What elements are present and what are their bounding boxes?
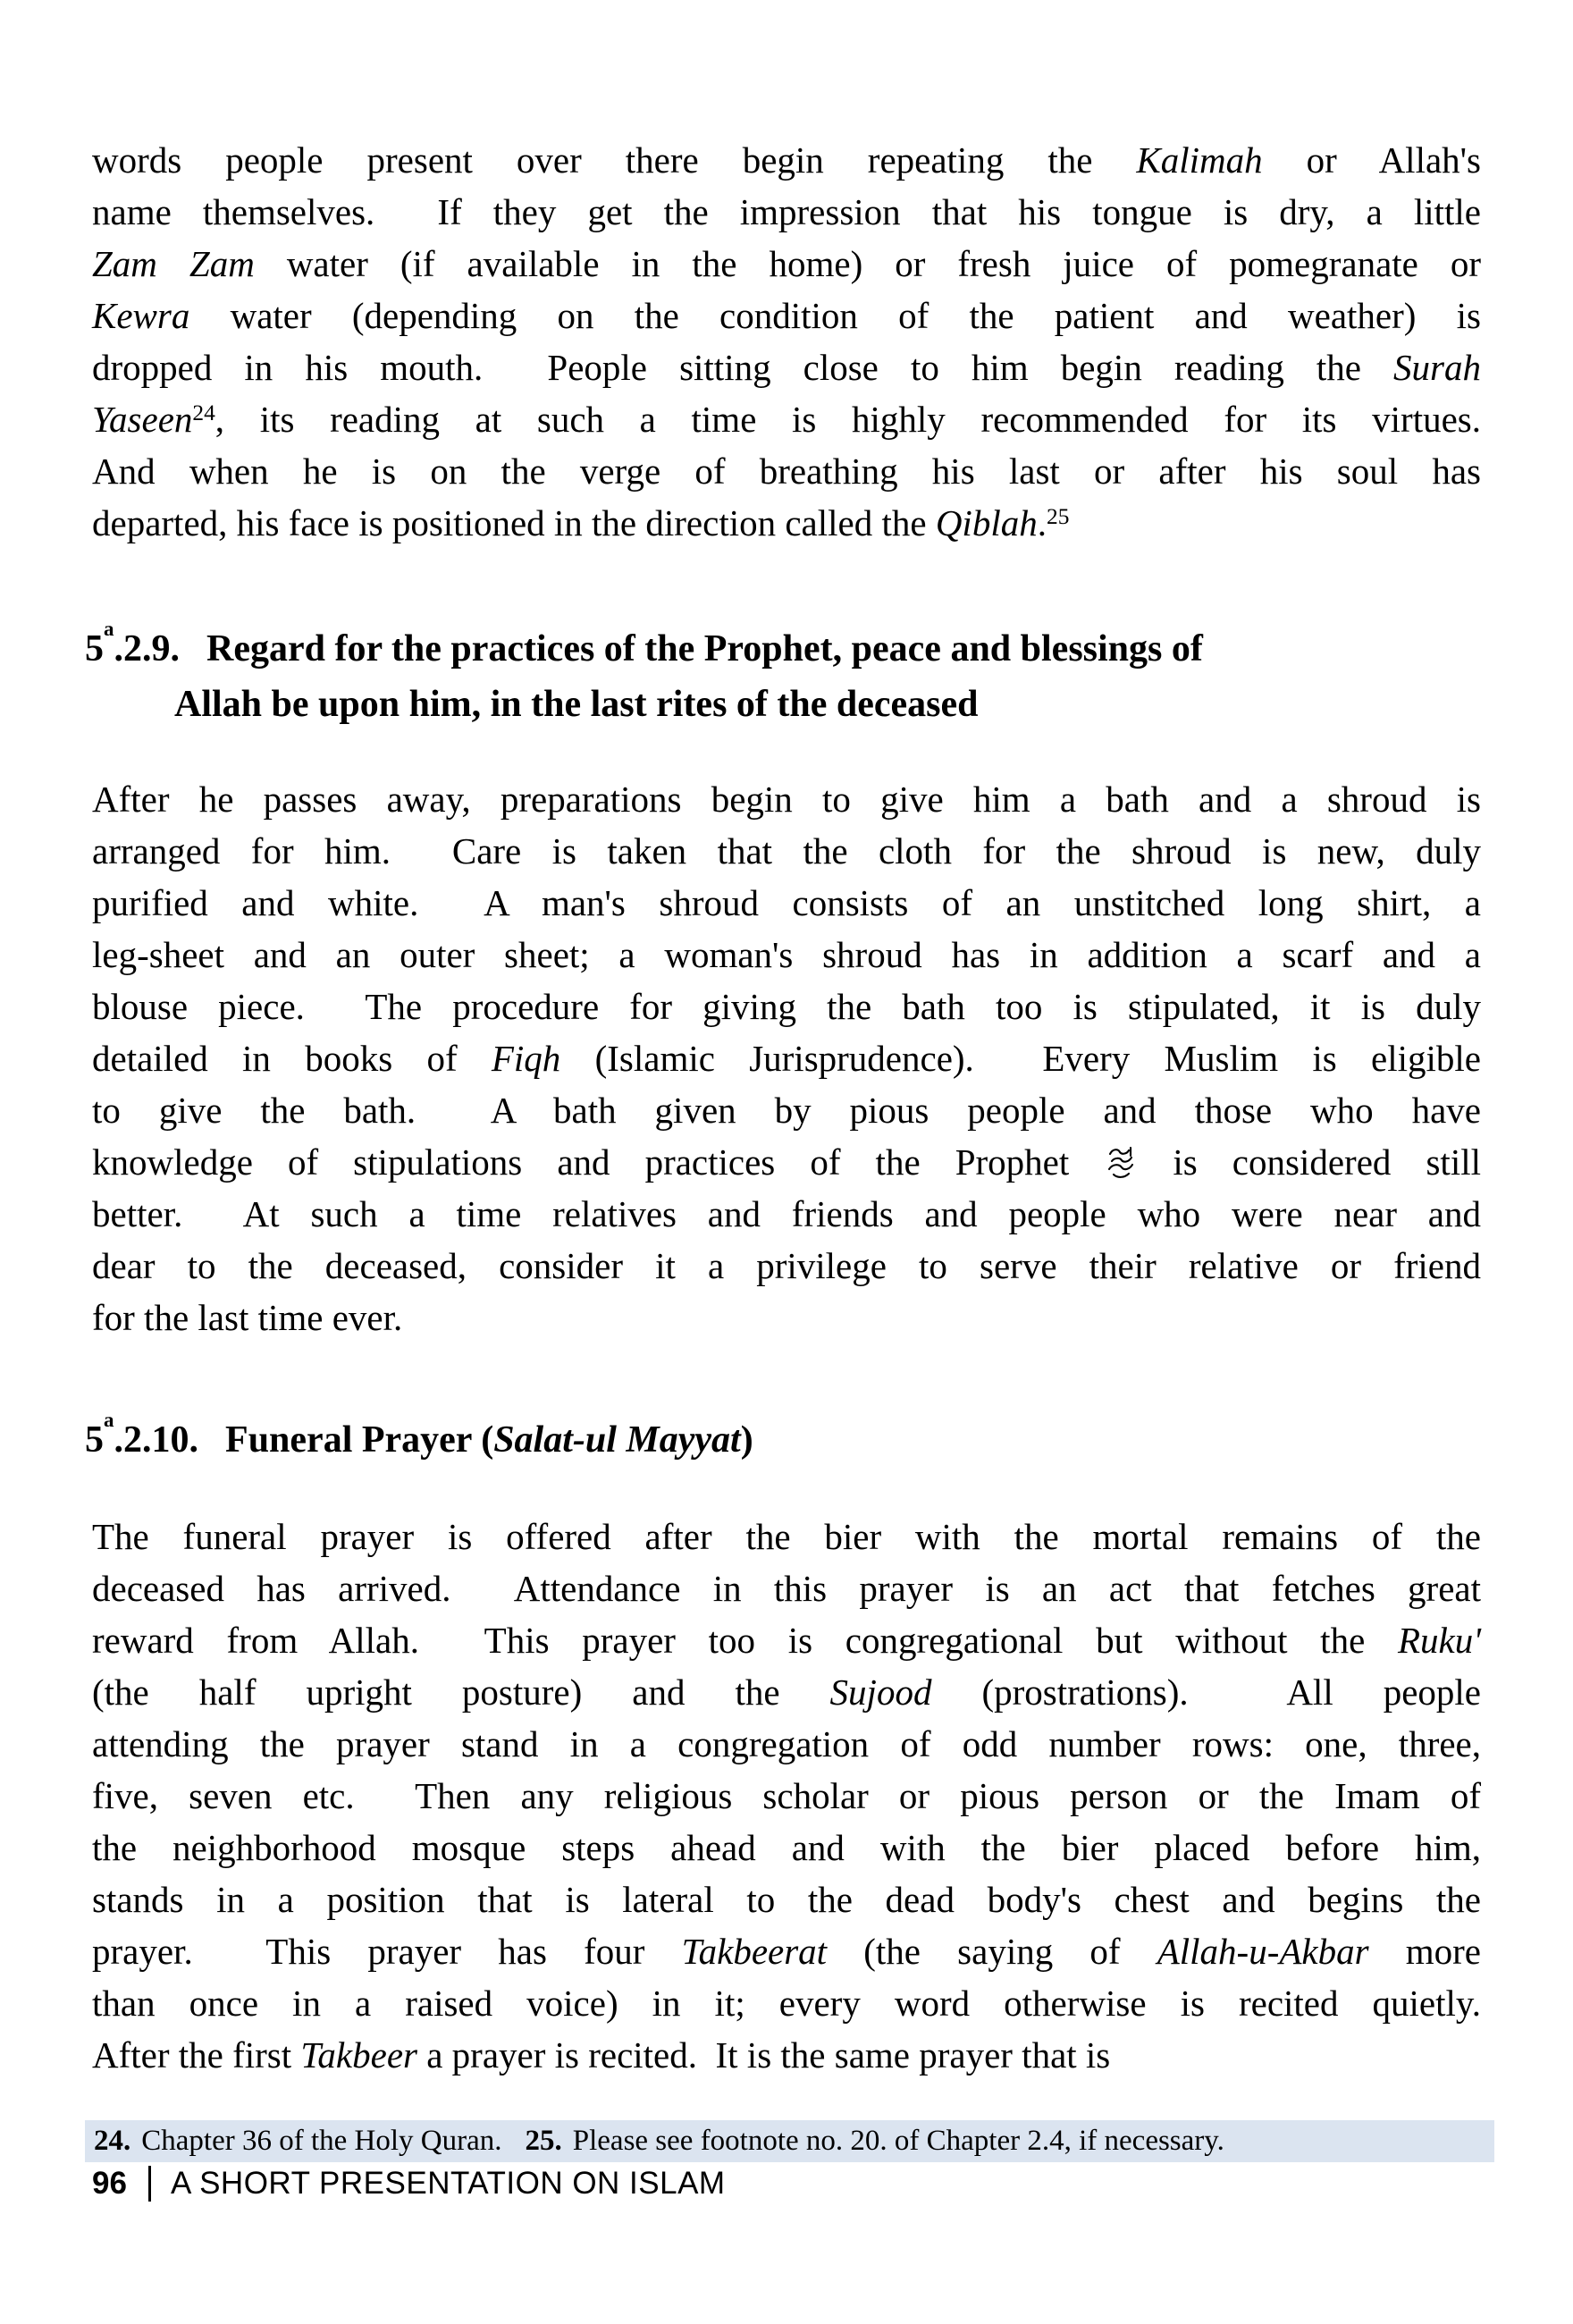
text-line: After the first Takbeer a prayer is recited. It is the same prayer that is — [92, 2034, 1111, 2076]
footnote-number: 25. — [525, 2125, 562, 2157]
text-line: dear to the deceased, consider it a privilege to serve their relative or friend — [92, 1245, 1481, 1286]
text-line: After he passes away, preparations begin to give him a bath and a shroud is — [92, 779, 1481, 820]
text-line: (the half upright posture) and the Sujood (prostrations). All people — [92, 1671, 1482, 1713]
paragraph-deathbed — [92, 134, 1481, 549]
footer-separator-bar — [148, 2166, 151, 2202]
heading-line: Allah be upon him, in the last rites of the deceased — [174, 684, 979, 725]
page-footer — [92, 2165, 726, 2202]
text-line: departed, his face is positioned in the direction called the Qiblah.$^{25}$ — [92, 502, 1070, 543]
text-line: knowledge of stipulations and practices of the Prophet is considered still — [92, 1136, 1481, 1188]
page-body — [85, 0, 1482, 2081]
text-line: dropped in his mouth. People sitting close to him begin reading the Surah — [92, 347, 1481, 388]
text-line: words people present over there begin repeating the Kalimah or Allah's — [92, 139, 1481, 181]
text-line: Yaseen$^{24}$, its reading at such a time is highly recommended for its virtues. — [92, 399, 1481, 440]
section-heading-5a-2-9 — [85, 617, 1481, 732]
page-number: 96 — [92, 2166, 127, 2201]
footnote-bar — [85, 2120, 1494, 2162]
text-line: name themselves. If they get the impression that his tongue is dry, a little — [92, 191, 1481, 232]
text-line: And when he is on the verge of breathing his last or after his soul has — [92, 450, 1481, 492]
paragraph-funeral-prayer — [92, 1511, 1481, 2081]
footnote-text: Please see footnote no. 20. of Chapter 2.4, if necessary. — [572, 2125, 1224, 2157]
text-line: for the last time ever. — [92, 1297, 403, 1338]
footnote-25 — [526, 2125, 1224, 2157]
heading-text: Regard for the practices of the Prophet, peace and blessings of — [206, 628, 1203, 669]
footnote-24 — [94, 2125, 502, 2157]
book-title: A SHORT PRESENTATION ON ISLAM — [170, 2166, 726, 2201]
text-line: reward from Allah. This prayer too is congregational but without the Ruku' — [92, 1620, 1481, 1661]
text-line: leg-sheet and an outer sheet; a woman's shroud has in addition a scarf and a — [92, 934, 1481, 975]
heading-line — [85, 1408, 1481, 1468]
section-number: 5$^a$.2.9. — [85, 617, 181, 669]
text-line: better. At such a time relatives and friends and people who were near and — [92, 1193, 1481, 1234]
footnote-number: 24. — [94, 2125, 131, 2157]
prophet-honorific-icon — [1106, 1141, 1136, 1193]
text-line: prayer. This prayer has four Takbeerat (the saying of Allah-u-Akbar more — [92, 1931, 1481, 1972]
text-line: deceased has arrived. Attendance in this prayer is an act that fetches great — [92, 1568, 1481, 1609]
text-line: the neighborhood mosque steps ahead and with the bier placed before him, — [92, 1827, 1481, 1868]
heading-line — [85, 617, 1481, 677]
text-line: arranged for him. Care is taken that the cloth for the shroud is new, duly — [92, 830, 1481, 872]
text-line: to give the bath. A bath given by pious people and those who have — [92, 1090, 1481, 1131]
text-line: attending the prayer stand in a congregation of odd number rows: one, three, — [92, 1723, 1481, 1764]
text-line: Kewra water (depending on the condition of the patient and weather) is — [92, 295, 1481, 336]
footnote-text: Chapter 36 of the Holy Quran. — [141, 2125, 502, 2157]
text-line: purified and white. A man's shroud consists of an unstitched long shirt, a — [92, 882, 1481, 923]
section-number: 5$^a$.2.10. — [85, 1408, 199, 1461]
text-line: Zam Zam water (if available in the home) or fresh juice of pomegranate or — [92, 243, 1481, 284]
section-heading-5a-2-10 — [85, 1408, 1481, 1468]
text-line: blouse piece. The procedure for giving the bath too is stipulated, it is duly — [92, 986, 1481, 1027]
text-line: The funeral prayer is offered after the bier with the mortal remains of the — [92, 1516, 1481, 1557]
text-line: five, seven etc. Then any religious scholar or pious person or the Imam of — [92, 1775, 1481, 1816]
text-line: detailed in books of Fiqh (Islamic Jurisprudence). Every Muslim is eligible — [92, 1038, 1481, 1079]
heading-text: Funeral Prayer (Salat-ul Mayyat) — [225, 1419, 753, 1461]
text-line: than once in a raised voice) in it; every word otherwise is recited quietly. — [92, 1983, 1481, 2024]
text-line: stands in a position that is lateral to the dead body's chest and begins the — [92, 1879, 1481, 1920]
paragraph-bath-shroud — [92, 773, 1481, 1343]
